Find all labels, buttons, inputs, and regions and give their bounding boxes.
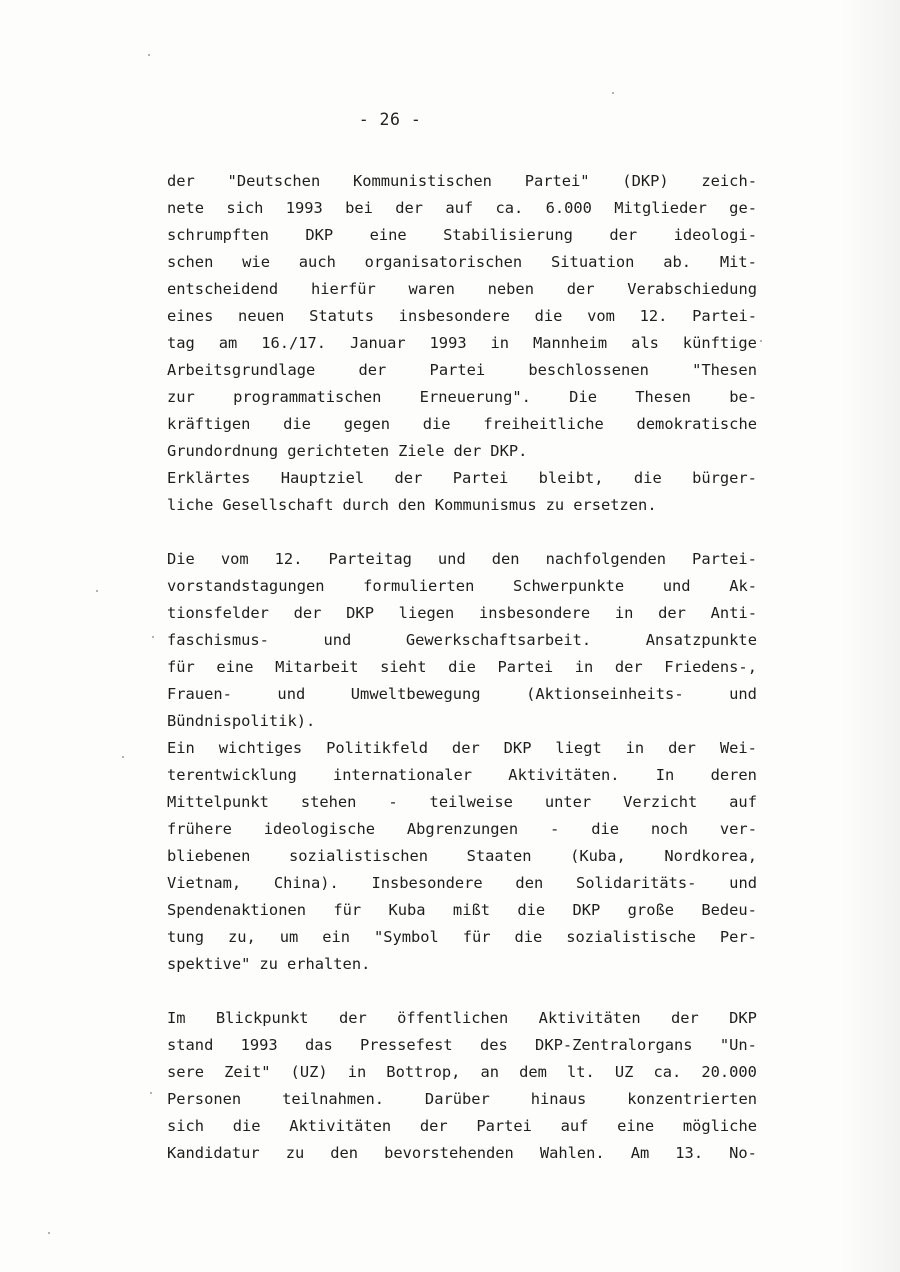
text-line: Grundordnung gerichteten Ziele der DKP. <box>167 442 528 460</box>
text-line: Erklärtes Hauptziel der Partei bleibt, die bürger- <box>167 469 757 487</box>
text-line: Die vom 12. Parteitag und den nachfolgenden Partei- <box>167 550 757 568</box>
text-line: zur programmatischen Erneuerung". Die Thesen be- <box>167 388 757 406</box>
text-line: Im Blickpunkt der öffentlichen Aktivitäten der DKP <box>167 1009 757 1027</box>
paragraph <box>167 1005 757 1167</box>
scan-speck <box>122 756 124 758</box>
paragraph-gap <box>167 978 757 1005</box>
text-line: entscheidend hierfür waren neben der Verabschiedung <box>167 280 757 298</box>
text-line: für eine Mitarbeit sieht die Partei in der Friedens-, <box>167 658 757 676</box>
body-text <box>167 168 757 1167</box>
text-line: schrumpften DKP eine Stabilisierung der ideologi- <box>167 226 757 244</box>
text-line: spektive" zu erhalten. <box>167 955 371 973</box>
text-line: Spendenaktionen für Kuba mißt die DKP große Bedeu- <box>167 901 757 919</box>
scan-speck <box>150 1092 152 1094</box>
scan-speck <box>612 92 614 94</box>
text-line: Personen teilnahmen. Darüber hinaus konzentrierten <box>167 1090 757 1108</box>
text-line: tag am 16./17. Januar 1993 in Mannheim als künftige <box>167 334 757 352</box>
scan-speck <box>760 340 762 342</box>
text-line: terentwicklung internationaler Aktivitäten. In deren <box>167 766 757 784</box>
text-line: kräftigen die gegen die freiheitliche demokratische <box>167 415 757 433</box>
text-line: faschismus- und Gewerkschaftsarbeit. Ansatzpunkte <box>167 631 757 649</box>
scan-speck <box>148 54 150 56</box>
text-line: sich die Aktivitäten der Partei auf eine mögliche <box>167 1117 757 1135</box>
scan-speck <box>48 1232 50 1234</box>
text-line: Mittelpunkt stehen - teilweise unter Verzicht auf <box>167 793 757 811</box>
scan-speck <box>152 636 154 638</box>
text-line: Arbeitsgrundlage der Partei beschlossenen "Thesen <box>167 361 757 379</box>
text-line: liche Gesellschaft durch den Kommunismus zu ersetzen. <box>167 496 657 514</box>
text-line: sere Zeit" (UZ) in Bottrop, an dem lt. UZ ca. 20.000 <box>167 1063 757 1081</box>
paragraph-gap <box>167 519 757 546</box>
paragraph <box>167 546 757 978</box>
text-line: nete sich 1993 bei der auf ca. 6.000 Mitglieder ge- <box>167 199 757 217</box>
text-line: der "Deutschen Kommunistischen Partei" (DKP) zeich- <box>167 172 757 190</box>
scan-speck <box>96 590 98 592</box>
text-line: frühere ideologische Abgrenzungen - die noch ver- <box>167 820 757 838</box>
scan-edge-shading <box>840 0 900 1272</box>
text-line: Frauen- und Umweltbewegung (Aktionseinheits- und <box>167 685 757 703</box>
text-line: Ein wichtiges Politikfeld der DKP liegt in der Wei- <box>167 739 757 757</box>
text-line: tung zu, um ein "Symbol für die sozialistische Per- <box>167 928 757 946</box>
text-line: vorstandstagungen formulierten Schwerpunkte und Ak- <box>167 577 757 595</box>
text-line: bliebenen sozialistischen Staaten (Kuba, Nordkorea, <box>167 847 757 865</box>
text-line: Kandidatur zu den bevorstehenden Wahlen. Am 13. No- <box>167 1144 757 1162</box>
page-number: - 26 - <box>358 110 422 129</box>
text-line: stand 1993 das Pressefest des DKP-Zentralorgans "Un- <box>167 1036 757 1054</box>
text-line: schen wie auch organisatorischen Situation ab. Mit- <box>167 253 757 271</box>
paragraph <box>167 168 757 519</box>
text-line: Vietnam, China). Insbesondere den Solidaritäts- und <box>167 874 757 892</box>
text-line: eines neuen Statuts insbesondere die vom 12. Partei- <box>167 307 757 325</box>
text-line: tionsfelder der DKP liegen insbesondere in der Anti- <box>167 604 757 622</box>
text-line: Bündnispolitik). <box>167 712 316 730</box>
